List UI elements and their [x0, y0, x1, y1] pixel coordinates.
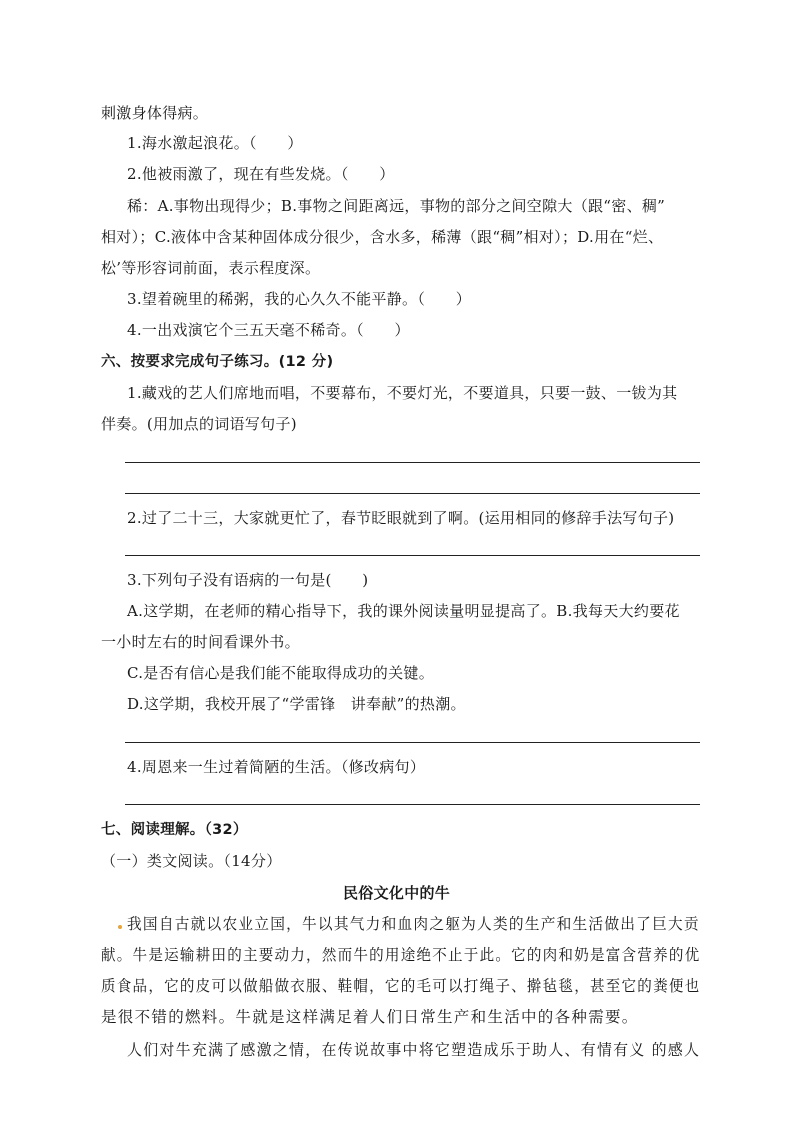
- section-6-heading: 六、按要求完成句子练习。(12 分): [101, 354, 334, 370]
- article-paragraph-line: 献。牛是运输耕田的主要动力，然而牛的用途绝不止于此。它的肉和奶是富含营养的优: [101, 946, 701, 964]
- option-line: 一小时左右的时间看课外书。: [101, 633, 300, 651]
- article-paragraph-line: 人们对牛充满了感激之情，在传说故事中将它塑造成乐于助人、有情有义 的感人: [127, 1041, 701, 1059]
- question-line: 4.一出戏演它个三五天毫不稀奇。（ ）: [127, 321, 410, 339]
- article-paragraph-line: 质食品，它的皮可以做船做衣服、鞋帽，它的毛可以打绳子、擀毡毯，甚至它的粪便也: [101, 977, 701, 995]
- answer-line[interactable]: [125, 555, 700, 556]
- question-line: 1.藏戏的艺人们席地而唱，不要幕布，不要灯光，不要道具，只要一鼓、一钹为其: [127, 384, 678, 402]
- definition-line: 相对）；C.液体中含某种固体成分很少，含水多，稀薄（跟“稠”相对）；D.用在“烂、: [101, 228, 664, 246]
- question-line: 3.下列句子没有语病的一句是( ): [127, 571, 369, 589]
- answer-line[interactable]: [125, 804, 700, 805]
- subsection-heading: （一）类文阅读。（14分）: [101, 852, 282, 870]
- question-line: 3.望着碗里的稀粥，我的心久久不能平静。（ ）: [127, 290, 472, 308]
- article-paragraph-line: 是很不错的燃料。牛就是这样满足着人们日常生产和生活中的各种需要。: [101, 1008, 639, 1026]
- question-line: 2.他被雨激了，现在有些发烧。（ ）: [127, 165, 395, 183]
- option-line: A.这学期，在老师的精心指导下，我的课外阅读量明显提高了。B.我每天大约要花: [127, 602, 680, 620]
- section-7-heading: 七、阅读理解。（32）: [101, 822, 248, 838]
- question-line: 1.海水激起浪花。（ ）: [127, 134, 303, 152]
- article-paragraph-line: 我国自古就以农业立国，牛以其气力和血肉之躯为人类的生产和生活做出了巨大贡: [127, 915, 700, 933]
- answer-line[interactable]: [125, 462, 700, 463]
- question-line: 4.周恩来一生过着简陋的生活。（修改病句）: [127, 758, 426, 776]
- question-line: 伴奏。(用加点的词语写句子): [101, 415, 297, 433]
- text-line: 刺激身体得病。: [101, 104, 209, 122]
- definition-line: 松’等形容词前面，表示程度深。: [101, 259, 321, 277]
- paragraph-marker-dot: [118, 925, 122, 929]
- article-title: 民俗文化中的牛: [343, 884, 451, 902]
- definition-line: 稀：A.事物出现得少；B.事物之间距离远，事物的部分之间空隙大（跟“密、稠”: [127, 197, 666, 215]
- answer-line[interactable]: [125, 493, 700, 494]
- option-line: D.这学期，我校开展了“学雷锋 讲奉献”的热潮。: [127, 695, 466, 713]
- answer-line[interactable]: [125, 742, 700, 743]
- option-line: C.是否有信心是我们能不能取得成功的关键。: [127, 664, 435, 682]
- question-line: 2.过了二十三，大家就更忙了，春节眨眼就到了啊。(运用相同的修辞手法写句子): [127, 509, 675, 527]
